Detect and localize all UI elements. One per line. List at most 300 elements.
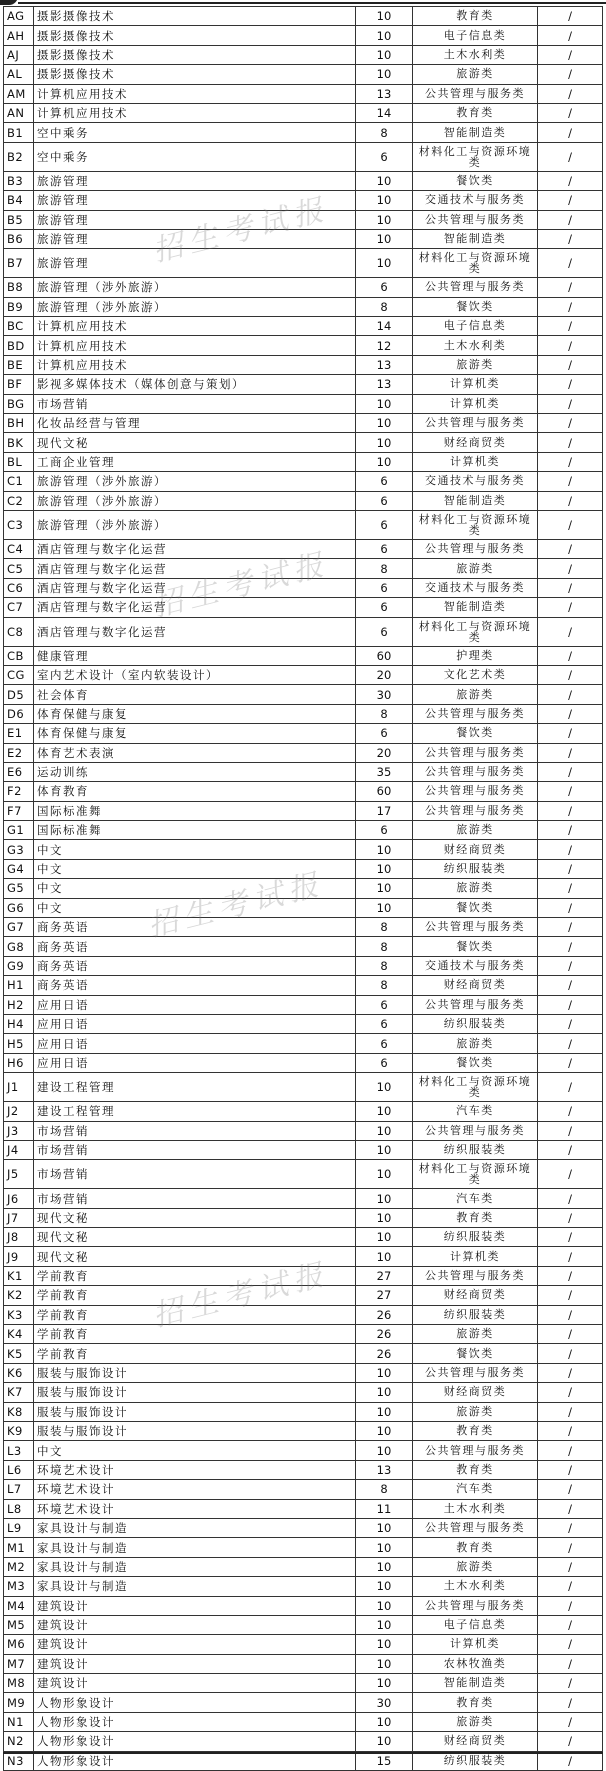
remark-cell: / <box>538 1286 603 1305</box>
major-name-cell: 建设工程管理 <box>34 1073 356 1102</box>
table-row <box>4 559 603 578</box>
remark-cell: / <box>538 821 603 840</box>
remark-cell: / <box>538 539 603 558</box>
major-name-cell: 旅游管理（涉外旅游） <box>34 472 356 491</box>
table-row <box>4 1460 603 1479</box>
major-name-cell: 现代文秘 <box>34 1247 356 1266</box>
plan-count-cell: 10 <box>356 171 413 190</box>
major-name-cell: 空中乘务 <box>34 123 356 142</box>
table-row <box>4 1140 603 1159</box>
category-cell: 土木水利类 <box>413 336 538 355</box>
category-cell: 土木水利类 <box>413 1577 538 1596</box>
table-row <box>4 646 603 665</box>
major-code-cell: B5 <box>4 210 34 229</box>
plan-count-cell: 27 <box>356 1286 413 1305</box>
remark-cell: / <box>538 510 603 539</box>
corner-tab-mark <box>0 0 18 5</box>
major-name-cell: 环境艺术设计 <box>34 1499 356 1518</box>
major-code-cell: J3 <box>4 1121 34 1140</box>
major-code-cell: J9 <box>4 1247 34 1266</box>
plan-count-cell: 27 <box>356 1266 413 1285</box>
major-code-cell: K5 <box>4 1344 34 1363</box>
plan-count-cell: 6 <box>356 821 413 840</box>
category-cell: 土木水利类 <box>413 45 538 64</box>
plan-count-cell: 8 <box>356 937 413 956</box>
plan-count-cell: 20 <box>356 665 413 684</box>
plan-count-cell: 10 <box>356 1557 413 1576</box>
category-cell: 电子信息类 <box>413 26 538 45</box>
remark-cell: / <box>538 1014 603 1033</box>
table-row <box>4 1014 603 1033</box>
plan-count-cell: 10 <box>356 433 413 452</box>
remark-cell: / <box>538 414 603 433</box>
major-code-cell: J1 <box>4 1073 34 1102</box>
table-row <box>4 7 603 26</box>
top-rule-line <box>18 2 606 4</box>
major-name-cell: 旅游管理 <box>34 249 356 278</box>
major-code-cell: J7 <box>4 1208 34 1227</box>
plan-count-cell: 10 <box>356 1577 413 1596</box>
major-code-cell: E6 <box>4 762 34 781</box>
major-code-cell: G3 <box>4 840 34 859</box>
remark-cell: / <box>538 1596 603 1615</box>
plan-count-cell: 8 <box>356 704 413 723</box>
remark-cell: / <box>538 1402 603 1421</box>
major-code-cell: G1 <box>4 821 34 840</box>
remark-cell: / <box>538 859 603 878</box>
table-row <box>4 278 603 297</box>
plan-count-cell: 6 <box>356 278 413 297</box>
category-cell: 材料化工与资源环境类 <box>413 142 538 171</box>
category-cell: 智能制造类 <box>413 598 538 617</box>
major-code-cell: L7 <box>4 1480 34 1499</box>
major-code-cell: K3 <box>4 1305 34 1324</box>
major-name-cell: 家具设计与制造 <box>34 1577 356 1596</box>
major-name-cell: 体育保健与康复 <box>34 704 356 723</box>
plan-count-cell: 6 <box>356 617 413 646</box>
remark-cell: / <box>538 1557 603 1576</box>
category-cell: 财经商贸类 <box>413 1732 538 1751</box>
remark-cell: / <box>538 879 603 898</box>
category-cell: 餐饮类 <box>413 171 538 190</box>
remark-cell: / <box>538 1189 603 1208</box>
table-row <box>4 171 603 190</box>
major-code-cell: M7 <box>4 1654 34 1673</box>
major-name-cell: 学前教育 <box>34 1325 356 1344</box>
major-code-cell: B4 <box>4 191 34 210</box>
category-cell: 旅游类 <box>413 559 538 578</box>
table-row <box>4 859 603 878</box>
table-row <box>4 472 603 491</box>
table-row <box>4 898 603 917</box>
major-name-cell: 计算机应用技术 <box>34 336 356 355</box>
plan-count-cell: 6 <box>356 510 413 539</box>
major-name-cell: 人物形象设计 <box>34 1712 356 1731</box>
remark-cell: / <box>538 1325 603 1344</box>
plan-count-cell: 8 <box>356 1480 413 1499</box>
major-code-cell: B3 <box>4 171 34 190</box>
major-code-cell: C8 <box>4 617 34 646</box>
remark-cell: / <box>538 1208 603 1227</box>
category-cell: 纺织服装类 <box>413 859 538 878</box>
major-name-cell: 体育教育 <box>34 782 356 801</box>
category-cell: 纺织服装类 <box>413 1305 538 1324</box>
table-row <box>4 1266 603 1285</box>
remark-cell: / <box>538 171 603 190</box>
category-cell: 智能制造类 <box>413 1674 538 1693</box>
major-code-cell: C4 <box>4 539 34 558</box>
major-code-cell: BF <box>4 375 34 394</box>
plan-count-cell: 10 <box>356 1538 413 1557</box>
remark-cell: / <box>538 491 603 510</box>
table-row <box>4 1596 603 1615</box>
plan-count-cell: 10 <box>356 1441 413 1460</box>
table-row <box>4 1577 603 1596</box>
category-cell: 公共管理与服务类 <box>413 414 538 433</box>
remark-cell: / <box>538 297 603 316</box>
remark-cell: / <box>538 1499 603 1518</box>
category-cell: 公共管理与服务类 <box>413 1596 538 1615</box>
major-code-cell: J6 <box>4 1189 34 1208</box>
table-row <box>4 191 603 210</box>
plan-count-cell: 17 <box>356 801 413 820</box>
category-cell: 纺织服装类 <box>413 1751 538 1770</box>
major-name-cell: 服装与服饰设计 <box>34 1422 356 1441</box>
plan-count-cell: 10 <box>356 1402 413 1421</box>
major-name-cell: 建筑设计 <box>34 1674 356 1693</box>
plan-count-cell: 10 <box>356 414 413 433</box>
major-code-cell: BE <box>4 355 34 374</box>
table-row <box>4 539 603 558</box>
major-name-cell: 市场营销 <box>34 1160 356 1189</box>
major-code-cell: K2 <box>4 1286 34 1305</box>
remark-cell: / <box>538 1102 603 1121</box>
table-row <box>4 782 603 801</box>
category-cell: 教育类 <box>413 1693 538 1712</box>
plan-count-cell: 10 <box>356 229 413 248</box>
remark-cell: / <box>538 452 603 471</box>
table-row <box>4 1247 603 1266</box>
category-cell: 汽车类 <box>413 1189 538 1208</box>
major-code-cell: N1 <box>4 1712 34 1731</box>
remark-cell: / <box>538 103 603 122</box>
table-row <box>4 1712 603 1731</box>
table-row <box>4 1499 603 1518</box>
category-cell: 餐饮类 <box>413 937 538 956</box>
category-cell: 计算机类 <box>413 452 538 471</box>
category-cell: 旅游类 <box>413 1325 538 1344</box>
remark-cell: / <box>538 123 603 142</box>
category-cell: 智能制造类 <box>413 123 538 142</box>
remark-cell: / <box>538 1635 603 1654</box>
plan-count-cell: 13 <box>356 84 413 103</box>
remark-cell: / <box>538 26 603 45</box>
major-name-cell: 人物形象设计 <box>34 1732 356 1751</box>
plan-count-cell: 26 <box>356 1344 413 1363</box>
category-cell: 交通技术与服务类 <box>413 956 538 975</box>
major-name-cell: 化妆品经营与管理 <box>34 414 356 433</box>
plan-count-cell: 10 <box>356 1073 413 1102</box>
category-cell: 公共管理与服务类 <box>413 1266 538 1285</box>
major-code-cell: F7 <box>4 801 34 820</box>
plan-count-cell: 10 <box>356 840 413 859</box>
table-row <box>4 142 603 171</box>
major-code-cell: J5 <box>4 1160 34 1189</box>
plan-count-cell: 6 <box>356 142 413 171</box>
plan-count-cell: 8 <box>356 559 413 578</box>
table-row <box>4 1034 603 1053</box>
watermark: 招生考试报 <box>149 191 333 270</box>
remark-cell: / <box>538 229 603 248</box>
remark-cell: / <box>538 937 603 956</box>
table-row <box>4 1286 603 1305</box>
table-row <box>4 510 603 539</box>
category-cell: 餐饮类 <box>413 724 538 743</box>
table-row <box>4 394 603 413</box>
remark-cell: / <box>538 840 603 859</box>
table-row <box>4 297 603 316</box>
major-code-cell: M6 <box>4 1635 34 1654</box>
major-code-cell: L8 <box>4 1499 34 1518</box>
major-code-cell: B7 <box>4 249 34 278</box>
major-code-cell: G4 <box>4 859 34 878</box>
major-code-cell: K9 <box>4 1422 34 1441</box>
table-row <box>4 1615 603 1634</box>
remark-cell: / <box>538 84 603 103</box>
remark-cell: / <box>538 65 603 84</box>
remark-cell: / <box>538 1121 603 1140</box>
major-name-cell: 旅游管理（涉外旅游） <box>34 297 356 316</box>
category-cell: 交通技术与服务类 <box>413 472 538 491</box>
major-name-cell: 服装与服饰设计 <box>34 1402 356 1421</box>
major-name-cell: 摄影摄像技术 <box>34 65 356 84</box>
major-code-cell: J8 <box>4 1228 34 1247</box>
major-code-cell: M9 <box>4 1693 34 1712</box>
category-cell: 材料化工与资源环境类 <box>413 617 538 646</box>
table-row <box>4 743 603 762</box>
major-code-cell: B1 <box>4 123 34 142</box>
remark-cell: / <box>538 1674 603 1693</box>
major-code-cell: C1 <box>4 472 34 491</box>
remark-cell: / <box>538 1654 603 1673</box>
major-name-cell: 学前教育 <box>34 1305 356 1324</box>
major-code-cell: K7 <box>4 1383 34 1402</box>
table-row <box>4 1693 603 1712</box>
major-name-cell: 建筑设计 <box>34 1635 356 1654</box>
plan-count-cell: 30 <box>356 1693 413 1712</box>
major-code-cell: J2 <box>4 1102 34 1121</box>
category-cell: 教育类 <box>413 1538 538 1557</box>
major-code-cell: M8 <box>4 1674 34 1693</box>
category-cell: 纺织服装类 <box>413 1140 538 1159</box>
plan-count-cell: 10 <box>356 1228 413 1247</box>
major-name-cell: 环境艺术设计 <box>34 1480 356 1499</box>
plan-count-cell: 10 <box>356 1383 413 1402</box>
category-cell: 交通技术与服务类 <box>413 578 538 597</box>
category-cell: 智能制造类 <box>413 229 538 248</box>
remark-cell: / <box>538 1460 603 1479</box>
major-code-cell: H1 <box>4 976 34 995</box>
plan-count-cell: 10 <box>356 859 413 878</box>
category-cell: 旅游类 <box>413 1557 538 1576</box>
major-code-cell: N3 <box>4 1751 34 1770</box>
major-code-cell: E2 <box>4 743 34 762</box>
category-cell: 土木水利类 <box>413 1499 538 1518</box>
major-code-cell: H4 <box>4 1014 34 1033</box>
remark-cell: / <box>538 1140 603 1159</box>
major-code-cell: E1 <box>4 724 34 743</box>
plan-count-cell: 6 <box>356 724 413 743</box>
major-name-cell: 现代文秘 <box>34 1208 356 1227</box>
remark-cell: / <box>538 1751 603 1770</box>
plan-count-cell: 60 <box>356 782 413 801</box>
major-name-cell: 应用日语 <box>34 1014 356 1033</box>
plan-count-cell: 10 <box>356 210 413 229</box>
plan-count-cell: 10 <box>356 65 413 84</box>
category-cell: 公共管理与服务类 <box>413 1518 538 1537</box>
table-row <box>4 578 603 597</box>
remark-cell: / <box>538 956 603 975</box>
plan-count-cell: 13 <box>356 375 413 394</box>
remark-cell: / <box>538 394 603 413</box>
major-code-cell: BG <box>4 394 34 413</box>
major-name-cell: 计算机应用技术 <box>34 355 356 374</box>
remark-cell: / <box>538 559 603 578</box>
major-name-cell: 现代文秘 <box>34 433 356 452</box>
major-code-cell: D6 <box>4 704 34 723</box>
major-code-cell: G7 <box>4 918 34 937</box>
plan-count-cell: 10 <box>356 1732 413 1751</box>
plan-count-cell: 6 <box>356 578 413 597</box>
remark-cell: / <box>538 45 603 64</box>
plan-count-cell: 8 <box>356 918 413 937</box>
table-row <box>4 685 603 704</box>
remark-cell: / <box>538 743 603 762</box>
major-name-cell: 市场营销 <box>34 1189 356 1208</box>
table-row <box>4 937 603 956</box>
plan-count-cell: 8 <box>356 956 413 975</box>
category-cell: 计算机类 <box>413 1635 538 1654</box>
major-code-cell: AJ <box>4 45 34 64</box>
major-code-cell: CG <box>4 665 34 684</box>
category-cell: 材料化工与资源环境类 <box>413 1073 538 1102</box>
table-row <box>4 65 603 84</box>
table-row <box>4 617 603 646</box>
category-cell: 文化艺术类 <box>413 665 538 684</box>
category-cell: 教育类 <box>413 1460 538 1479</box>
table-row <box>4 918 603 937</box>
major-code-cell: B9 <box>4 297 34 316</box>
major-code-cell: K1 <box>4 1266 34 1285</box>
remark-cell: / <box>538 278 603 297</box>
remark-cell: / <box>538 142 603 171</box>
remark-cell: / <box>538 1577 603 1596</box>
plan-count-cell: 30 <box>356 685 413 704</box>
remark-cell: / <box>538 1693 603 1712</box>
category-cell: 材料化工与资源环境类 <box>413 1160 538 1189</box>
remark-cell: / <box>538 1344 603 1363</box>
major-code-cell: H6 <box>4 1053 34 1072</box>
major-name-cell: 中文 <box>34 859 356 878</box>
major-code-cell: K8 <box>4 1402 34 1421</box>
category-cell: 餐饮类 <box>413 1053 538 1072</box>
major-name-cell: 国际标准舞 <box>34 801 356 820</box>
table-row <box>4 956 603 975</box>
remark-cell: / <box>538 249 603 278</box>
table-row <box>4 762 603 781</box>
plan-count-cell: 10 <box>356 1363 413 1382</box>
category-cell: 公共管理与服务类 <box>413 1121 538 1140</box>
remark-cell: / <box>538 898 603 917</box>
major-code-cell: J4 <box>4 1140 34 1159</box>
plan-count-cell: 10 <box>356 249 413 278</box>
plan-count-cell: 14 <box>356 317 413 336</box>
category-cell: 材料化工与资源环境类 <box>413 249 538 278</box>
major-name-cell: 市场营销 <box>34 394 356 413</box>
major-name-cell: 社会体育 <box>34 685 356 704</box>
watermark: 招生考试报 <box>149 546 333 625</box>
plan-count-cell: 10 <box>356 1615 413 1634</box>
plan-count-cell: 11 <box>356 1499 413 1518</box>
table-row <box>4 598 603 617</box>
major-name-cell: 计算机应用技术 <box>34 103 356 122</box>
table-row <box>4 491 603 510</box>
major-name-cell: 体育保健与康复 <box>34 724 356 743</box>
remark-cell: / <box>538 355 603 374</box>
major-code-cell: AN <box>4 103 34 122</box>
major-name-cell: 市场营销 <box>34 1140 356 1159</box>
category-cell: 智能制造类 <box>413 491 538 510</box>
major-code-cell: G8 <box>4 937 34 956</box>
plan-count-cell: 10 <box>356 1160 413 1189</box>
remark-cell: / <box>538 646 603 665</box>
table-row <box>4 801 603 820</box>
major-name-cell: 旅游管理 <box>34 210 356 229</box>
major-code-cell: N2 <box>4 1732 34 1751</box>
plan-count-cell: 26 <box>356 1325 413 1344</box>
remark-cell: / <box>538 1518 603 1537</box>
plan-count-cell: 6 <box>356 1014 413 1033</box>
table-row <box>4 1732 603 1751</box>
major-name-cell: 中文 <box>34 898 356 917</box>
table-row <box>4 1363 603 1382</box>
table-row <box>4 821 603 840</box>
major-name-cell: 酒店管理与数字化运营 <box>34 578 356 597</box>
table-row <box>4 1189 603 1208</box>
remark-cell: / <box>538 578 603 597</box>
category-cell: 旅游类 <box>413 685 538 704</box>
major-code-cell: B8 <box>4 278 34 297</box>
major-name-cell: 旅游管理（涉外旅游） <box>34 510 356 539</box>
table-row <box>4 1325 603 1344</box>
major-name-cell: 学前教育 <box>34 1344 356 1363</box>
plan-count-cell: 6 <box>356 1053 413 1072</box>
plan-count-cell: 10 <box>356 879 413 898</box>
major-code-cell: M3 <box>4 1577 34 1596</box>
major-name-cell: 环境艺术设计 <box>34 1460 356 1479</box>
major-code-cell: L3 <box>4 1441 34 1460</box>
major-name-cell: 室内艺术设计（室内软装设计） <box>34 665 356 684</box>
major-name-cell: 商务英语 <box>34 918 356 937</box>
major-name-cell: 摄影摄像技术 <box>34 7 356 26</box>
table-row <box>4 1383 603 1402</box>
major-code-cell: CB <box>4 646 34 665</box>
plan-count-cell: 10 <box>356 1140 413 1159</box>
table-row <box>4 1538 603 1557</box>
table-row <box>4 1557 603 1576</box>
major-code-cell: C2 <box>4 491 34 510</box>
major-name-cell: 学前教育 <box>34 1266 356 1285</box>
